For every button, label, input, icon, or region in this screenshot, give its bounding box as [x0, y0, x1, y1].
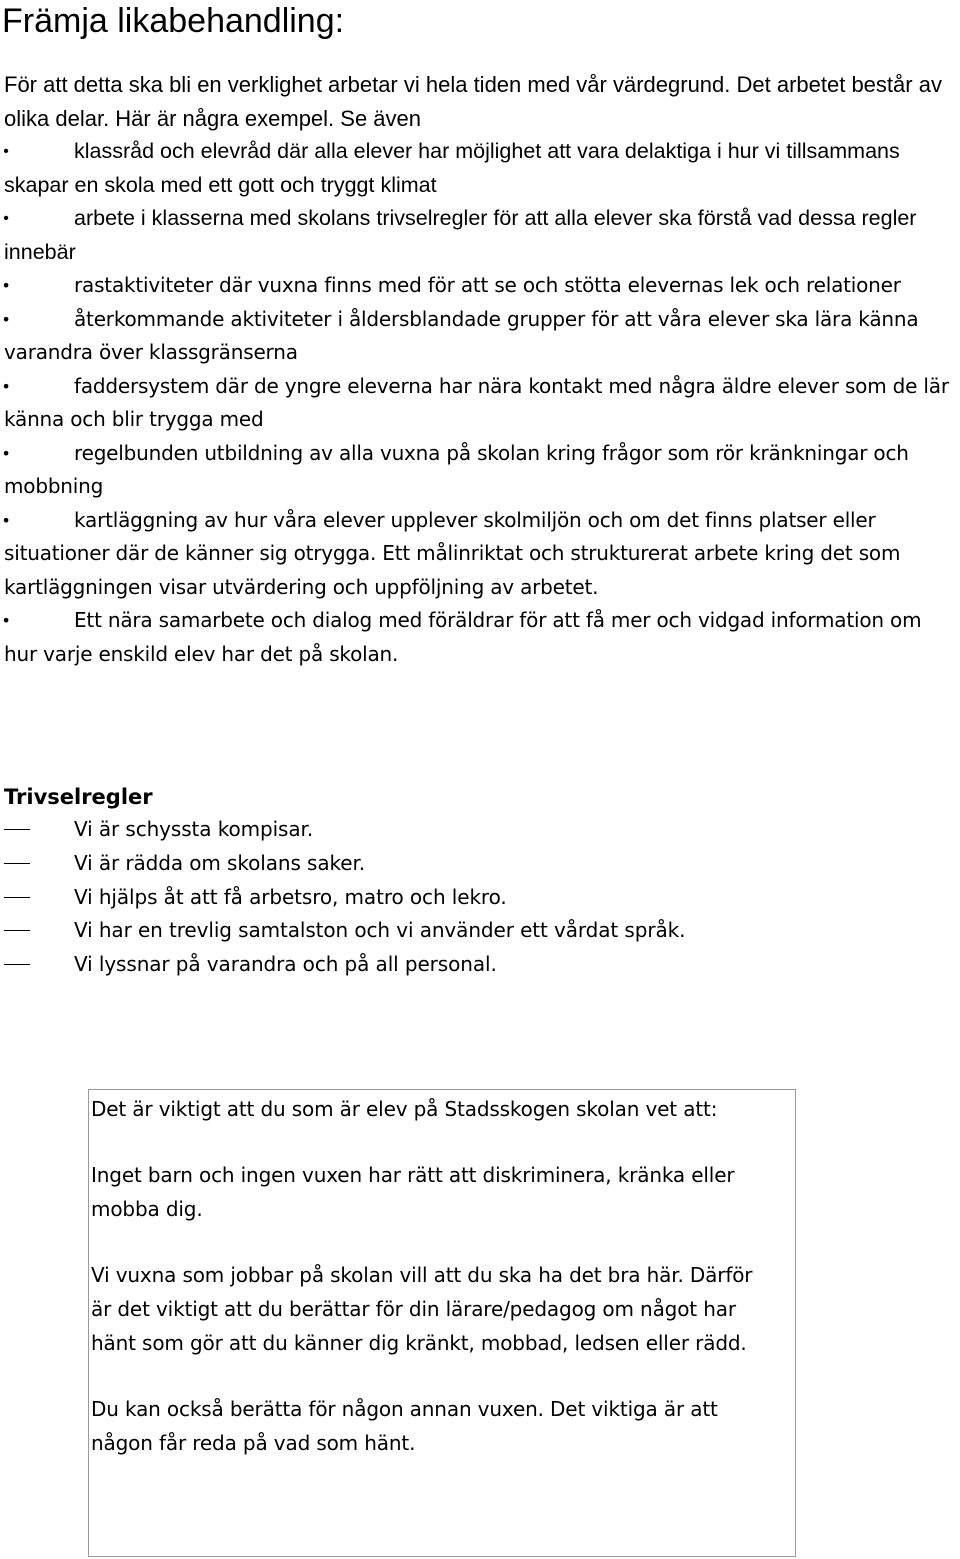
- rule-item: [4, 948, 685, 982]
- dash-icon: [4, 863, 30, 864]
- info-paragraph: Inget barn och ingen vuxen har rätt att diskriminera, kränka eller mobba dig.: [91, 1163, 735, 1221]
- list-item-text: Ett nära samarbete och dialog med föräldrar för att få mer och vidgad information om hur varje enskild elev har det på skolan.: [4, 608, 922, 666]
- list-item-text: rastaktiviteter där vuxna finns med för att se och stötta elevernas lek och relationer: [74, 273, 901, 297]
- list-item: [1, 437, 958, 504]
- trivselregler-heading: Trivselregler: [4, 785, 153, 809]
- rule-text: Vi är rädda om skolans saker.: [74, 850, 366, 875]
- info-paragraph: Vi vuxna som jobbar på skolan vill att du ska ha det bra här. Därför är det viktigt att du berättar för din lärare/pedagog om något har hänt som gör att du känner dig kränkt, mobbad, ledsen eller rädd.: [91, 1263, 753, 1355]
- list-item-text: faddersystem där de yngre eleverna har nära kontakt med några äldre elever som de lär känna och blir trygga med: [4, 373, 949, 431]
- rule-item: [4, 813, 685, 847]
- bullet-icon: •: [1, 309, 11, 329]
- list-item: [1, 269, 958, 303]
- list-item: [4, 202, 958, 269]
- list-item: [1, 370, 958, 437]
- info-paragraph: Du kan också berätta för någon annan vuxen. Det viktiga är att någon får reda på vad som hänt.: [91, 1397, 718, 1455]
- list-item-text: återkommande aktiviteter i åldersblandade grupper för att våra elever ska lära känna varandra över klassgränserna: [4, 306, 919, 364]
- rule-text: Vi lyssnar på varandra och på all personal.: [74, 952, 497, 977]
- rule-text: Vi hjälps åt att få arbetsro, matro och lekro.: [74, 884, 507, 909]
- list-item-text: klassråd och elevråd där alla elever har möjlighet att vara delaktiga i hur vi tillsammans skapar en skola med ett gott och tryggt klimat: [4, 139, 900, 197]
- value-work-list: [1, 135, 958, 671]
- list-item-text: kartläggning av hur våra elever upplever skolmiljön och om det finns platser eller situationer där de känner sig otrygga. Ett målinriktat och strukturerat arbete kring det som kartläggningen visar utvärdering och uppföljning av arbetet.: [4, 507, 901, 599]
- bullet-icon: •: [1, 276, 11, 295]
- dash-icon: [4, 930, 30, 931]
- list-item: [1, 303, 958, 370]
- info-box: [88, 1089, 796, 1557]
- intro-paragraph: För att detta ska bli en verklighet arbetar vi hela tiden med vår värdegrund. Det arbetet består av olika delar. Här är några exempel. Se även: [4, 72, 942, 131]
- trivselregler-list: [4, 813, 685, 982]
- list-item: [1, 604, 958, 671]
- rule-text: Vi har en trevlig samtalston och vi använder ett vårdat språk.: [74, 918, 686, 943]
- dash-icon: [4, 897, 30, 898]
- info-paragraph: Det är viktigt att du som är elev på Stadsskogen skolan vet att:: [91, 1097, 718, 1121]
- rule-item: [4, 914, 685, 948]
- page-title: Främja likabehandling:: [2, 2, 345, 40]
- rule-item: [4, 847, 685, 881]
- list-item-text: arbete i klasserna med skolans trivselregler för att alla elever ska förstå vad dessa regler innebär: [4, 206, 917, 264]
- list-item: [1, 504, 958, 605]
- bullet-icon: •: [3, 143, 9, 160]
- bullet-icon: •: [1, 376, 11, 396]
- bullet-icon: •: [1, 443, 11, 463]
- dash-icon: [4, 829, 30, 830]
- list-item-text: regelbunden utbildning av alla vuxna på skolan kring frågor som rör kränkningar och mobbning: [4, 440, 909, 498]
- rule-item: [4, 881, 685, 915]
- bullet-icon: •: [1, 611, 11, 630]
- rule-text: Vi är schyssta kompisar.: [74, 817, 314, 841]
- bullet-icon: •: [1, 510, 11, 530]
- list-item: [4, 135, 958, 202]
- dash-icon: [4, 964, 30, 965]
- bullet-icon: •: [3, 210, 9, 227]
